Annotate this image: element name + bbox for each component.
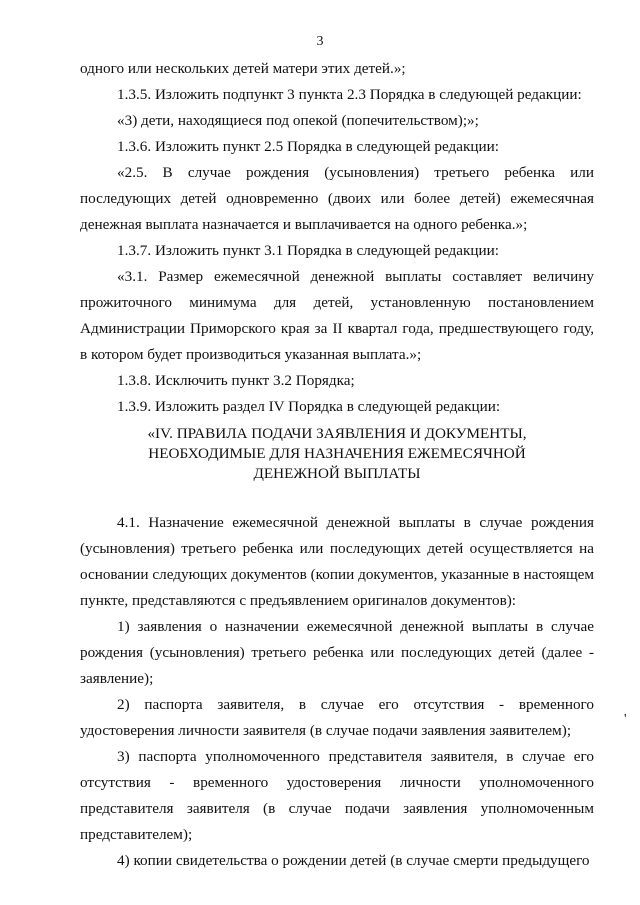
list-item-3: 3) паспорта уполномоченного представителя заявителя, в случае его отсутствия - временного удостоверения личности уполномоченного представителя заявителя (в случае подачи заявления уполномоченным представителем); (80, 748, 594, 843)
paragraph-continuation: одного или нескольких детей матери этих детей.»; (80, 60, 406, 77)
paragraph-4-1: 4.1. Назначение ежемесячной денежной выплаты в случае рождения (усыновления) третьего ребенка или последующих детей осуществляется на основании следующих документов (копии документов, указанные в настоящем пункте, представляются с предъявлением оригиналов документов): (80, 514, 594, 609)
paragraph-1-3-6: 1.3.6. Изложить пункт 2.5 Порядка в следующей редакции: (117, 138, 499, 155)
paragraph-quote-2-5: «2.5. В случае рождения (усыновления) третьего ребенка или последующих детей одновременно (двоих или более детей) ежемесячная денежная выплата назначается и выплачивается на одного ребенка.»; (80, 164, 594, 233)
list-item-4: 4) копии свидетельства о рождении детей (в случае смерти предыдущего (117, 852, 590, 869)
paragraph-1-3-9: 1.3.9. Изложить раздел IV Порядка в следующей редакции: (117, 398, 501, 415)
heading-line-1: «IV. ПРАВИЛА ПОДАЧИ ЗАЯВЛЕНИЯ И ДОКУМЕНТЫ, (147, 425, 527, 442)
paragraph-1-3-7: 1.3.7. Изложить пункт 3.1 Порядка в следующей редакции: (117, 242, 499, 259)
margin-mark: ' (624, 712, 627, 727)
paragraph-1-3-5: 1.3.5. Изложить подпункт 3 пункта 2.3 Порядка в следующей редакции: (117, 86, 582, 103)
paragraph-1-3-8: 1.3.8. Исключить пункт 3.2 Порядка; (117, 372, 355, 389)
list-item-2: 2) паспорта заявителя, в случае его отсутствия - временного удостоверения личности заявителя (в случае подачи заявления заявителем); (80, 696, 594, 739)
page-number: 3 (316, 34, 324, 49)
paragraph-quote-3: «3) дети, находящиеся под опекой (попечительством);»; (117, 112, 479, 129)
section-heading (80, 424, 594, 484)
list-item-1: 1) заявления о назначении ежемесячной денежной выплаты в случае рождения (усыновления) третьего ребенка или последующих детей (далее - заявление); (80, 618, 594, 687)
paragraph-quote-3-1: «3.1. Размер ежемесячной денежной выплаты составляет величину прожиточного минимума для детей, установленную постановлением Администрации Приморского края за II квартал года, предшествующего году, в котором будет производиться указанная выплата.»; (80, 268, 594, 363)
heading-line-3: ДЕНЕЖНОЙ ВЫПЛАТЫ (253, 465, 421, 482)
heading-line-2: НЕОБХОДИМЫЕ ДЛЯ НАЗНАЧЕНИЯ ЕЖЕМЕСЯЧНОЙ (148, 445, 526, 462)
document-body (80, 56, 594, 874)
